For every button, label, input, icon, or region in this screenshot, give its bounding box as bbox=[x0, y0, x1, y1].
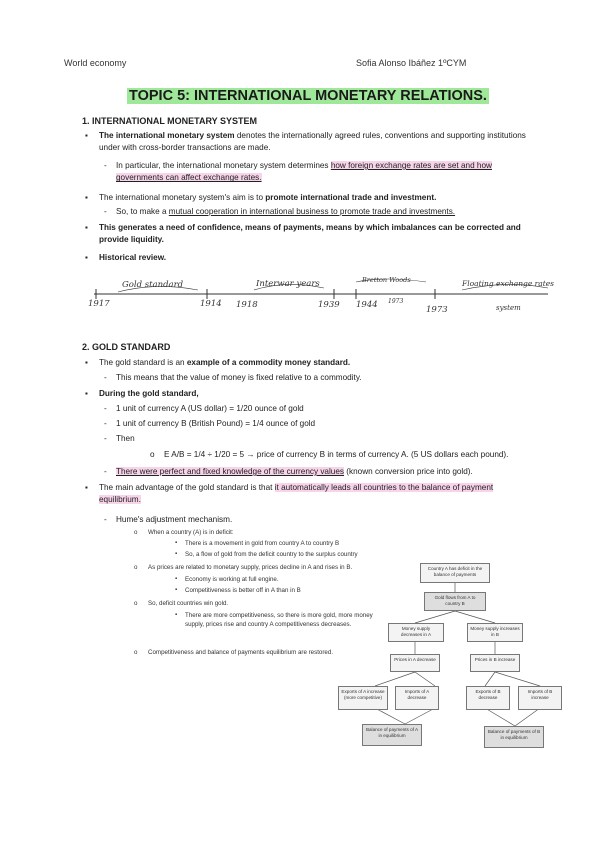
s2-bullet-1-dash: - This means that the value of money is fixed relative to a commodity. bbox=[116, 372, 531, 384]
hume-point-1-sub-2: ▪ So, a flow of gold from the deficit country to the surplus country bbox=[185, 550, 405, 559]
timeline-year-7: 1973 bbox=[426, 305, 448, 315]
s1-bullet-4: ▪ Historical review. bbox=[99, 252, 166, 264]
s1-bullet-3: ▪ This generates a need of confidence, means of payments, means by which imbalances can be corrected and provide liquidity. bbox=[99, 222, 531, 246]
s2-formula: o E A/B = 1/4 ÷ 1/20 = 5 → price of currency B in terms of currency A. (5 US dollars each pound). bbox=[164, 449, 534, 461]
flow-node-prices-a: Prices in A decrease bbox=[390, 654, 440, 672]
flow-node-money-a: Money supply decreases in A bbox=[388, 623, 444, 642]
s2-dash-4: - There were perfect and fixed knowledge of the currency values (known conversion price into gold). bbox=[116, 466, 536, 478]
section-1-heading: 1. INTERNATIONAL MONETARY SYSTEM bbox=[82, 116, 258, 126]
flow-node-balance-b: Balance of payments of B in equilibrium bbox=[484, 726, 544, 748]
s2-bullet-1: ▪ The gold standard is an example of a commodity money standard. bbox=[99, 357, 531, 369]
s1-bullet-2-dash: - So, to make a mutual cooperation in international business to promote trade and investments. bbox=[116, 206, 531, 218]
flow-node-balance-a: Balance of payments of A in equilibrium bbox=[362, 724, 422, 746]
section-2-heading: 2. GOLD STANDARD bbox=[82, 342, 171, 352]
header-right: Sofia Alonso Ibáñez 1ºCYM bbox=[356, 58, 467, 68]
historical-timeline bbox=[86, 270, 556, 322]
timeline-label-bretton: Bretton Woods bbox=[362, 276, 411, 284]
flow-node-prices-b: Prices in B increase bbox=[470, 654, 520, 672]
hume-point-4: o Competitiveness and balance of payments equilibrium are restored. bbox=[148, 648, 376, 657]
flow-node-exports-b: Exports of B decrease bbox=[466, 686, 510, 710]
s2-dash-2: - 1 unit of currency B (British Pound) = 1/4 ounce of gold bbox=[116, 418, 315, 430]
flow-node-imports-a: Imports of A decrease bbox=[395, 686, 439, 710]
hume-point-1: o When a country (A) is in deficit: bbox=[148, 528, 378, 537]
flow-node-imports-b: Imports of B increase bbox=[518, 686, 562, 710]
timeline-label-floating: Floating exchange rates bbox=[462, 279, 554, 288]
timeline-year-4: 1939 bbox=[318, 300, 340, 310]
timeline-year-3: 1918 bbox=[236, 300, 258, 310]
hume-point-3-sub-1: ▪ There are more competitiveness, so there is more gold, more money supply, prices rise and country A competitiveness decreases. bbox=[185, 611, 383, 629]
timeline-year-1: 1917 bbox=[88, 299, 110, 309]
timeline-year-6: 1973 bbox=[388, 298, 404, 305]
s2-bullet-3: ▪ The main advantage of the gold standard is that it automatically leads all countries to the balance of payment equilibrium. bbox=[99, 482, 533, 506]
timeline-label-interwar: Interwar years bbox=[256, 279, 320, 289]
document-title: TOPIC 5: INTERNATIONAL MONETARY RELATIONS. bbox=[129, 88, 487, 104]
flow-node-money-b: Money supply increases in B bbox=[467, 623, 523, 642]
hume-point-2: o As prices are related to monetary supply, prices decline in A and rises in B. bbox=[148, 563, 410, 572]
hume-point-3: o So, deficit countries win gold. bbox=[148, 599, 368, 608]
hume-point-1-sub-1: ▪ There is a movement in gold from country A to country B bbox=[185, 539, 385, 548]
s1-bullet-2: ▪ The international monetary system's aim is to promote international trade and investment. bbox=[99, 192, 531, 204]
timeline-label-gold: Gold standard bbox=[122, 280, 184, 290]
flow-node-gold-flow: Gold flows from A to country B bbox=[424, 592, 486, 611]
hume-point-2-sub-1: ▪ Economy is working at full engine. bbox=[185, 575, 385, 584]
s2-dash-3: - Then bbox=[116, 433, 135, 445]
flow-node-exports-a: Exports of A increase (more competitive) bbox=[338, 686, 388, 710]
s1-bullet-1: ▪ The international monetary system denotes the internationally agreed rules, conventions and supporting institutions under with cross-border transactions are made. bbox=[99, 130, 531, 154]
header-left: World economy bbox=[64, 58, 127, 68]
flow-node-deficit: Country A has deficit in the balance of payments bbox=[420, 563, 490, 583]
s2-hume: - Hume's adjustment mechanism. bbox=[116, 514, 232, 526]
s2-dash-1: - 1 unit of currency A (US dollar) = 1/20 ounce of gold bbox=[116, 403, 304, 415]
timeline-year-5: 1944 bbox=[356, 300, 378, 310]
timeline-year-2: 1914 bbox=[200, 299, 222, 309]
hume-point-2-sub-2: ▪ Competitiveness is better off in A than in B bbox=[185, 586, 385, 595]
s2-bullet-2: ▪ During the gold standard, bbox=[99, 388, 199, 400]
timeline-label-system: system bbox=[496, 304, 521, 312]
s1-bullet-1-dash: - In particular, the international monetary system determines how foreign exchange rates are set and how governments can affect exchange rates. bbox=[116, 160, 531, 184]
